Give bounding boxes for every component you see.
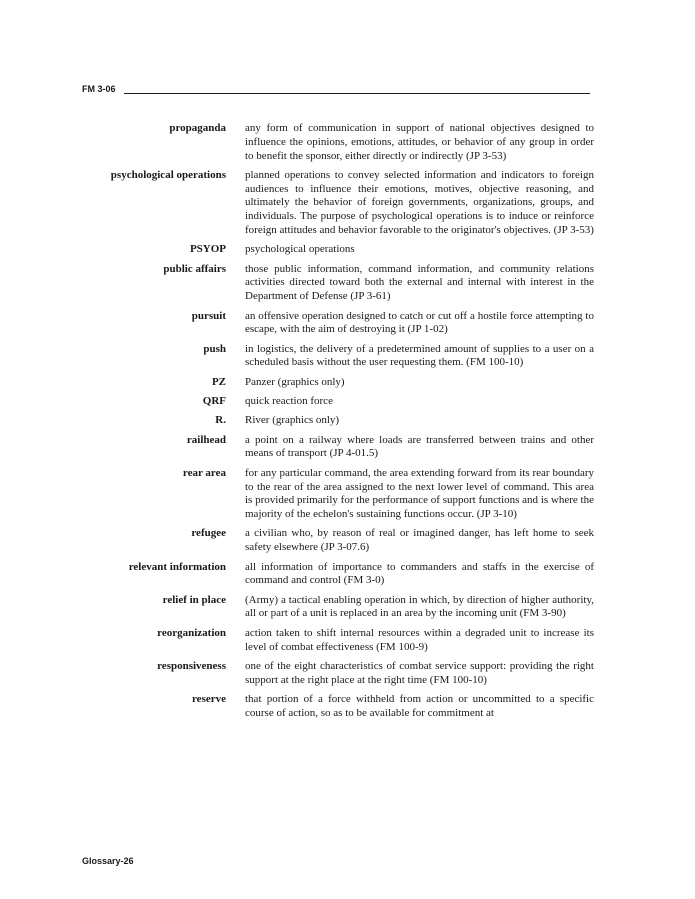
glossary-term: push	[203, 342, 226, 355]
glossary-term: psychological operations	[110, 168, 226, 181]
glossary-definition: Panzer (graphics only)	[245, 375, 345, 388]
glossary-definition: all information of importance to commanders and staffs in the exercise of command and control (FM 3-0)	[245, 560, 594, 587]
glossary-term: propaganda	[169, 122, 226, 134]
glossary-definition: an offensive operation designed to catch or cut off a hostile force attempting to escape, with the aim of destroying it (JP 1-02)	[245, 309, 594, 336]
glossary-entry-pz	[80, 376, 594, 390]
glossary-definition: quick reaction force	[245, 395, 333, 408]
glossary-term: railhead	[186, 433, 226, 446]
glossary-definition: a civilian who, by reason of real or imagined danger, has left home to seek safety elsewhere (JP 3-07.6)	[245, 527, 594, 554]
manual-number: FM 3-06	[82, 84, 116, 94]
glossary-entry-rear-area	[80, 467, 594, 522]
glossary-term: pursuit	[191, 309, 226, 322]
glossary-term: QRF	[202, 395, 226, 408]
glossary-definition: action taken to shift internal resources within a degraded unit to increase its level of combat effectiveness (FM 100-9)	[245, 626, 594, 653]
glossary-term: R.	[215, 414, 226, 427]
glossary-definition: that portion of a force withheld from action or uncommitted to a specific course of action, so as to be available for commitment at	[245, 692, 594, 719]
glossary-entry-psyop	[80, 243, 594, 257]
glossary-term: refugee	[191, 527, 226, 540]
glossary-entry-relevant-information	[80, 561, 594, 589]
glossary-term: PSYOP	[189, 243, 226, 256]
glossary-entry-public-affairs	[80, 263, 594, 304]
glossary-definition: River (graphics only)	[245, 414, 340, 427]
glossary-definition: (Army) a tactical enabling operation in which, by direction of higher authority, all or part of a unit is replaced in an area by the incoming unit (FM 3-90)	[245, 593, 594, 620]
glossary-entry-reserve	[80, 693, 594, 721]
page-header	[82, 84, 590, 98]
page-number: Glossary-26	[82, 856, 134, 866]
glossary-term: reorganization	[157, 626, 226, 639]
glossary-definition: psychological operations	[245, 243, 355, 256]
glossary-entry-railhead	[80, 434, 594, 462]
glossary-entry-qrf	[80, 395, 594, 409]
glossary-definition: in logistics, the delivery of a predetermined amount of supplies to a user on a scheduled basis without the user requesting them. (FM 100-10)	[245, 342, 594, 369]
glossary-entry-push	[80, 343, 594, 371]
glossary-list	[80, 122, 594, 726]
glossary-definition: planned operations to convey selected information and indicators to foreign audiences to influence their emotions, motives, objective reasoning, and ultimately the behavior of foreign governments, organizations, groups, and individuals. The purpose of psychological operations is to induce or reinforce foreign attitudes and behavior favorable to the originator's objectives. (JP 3-53)	[245, 168, 594, 237]
glossary-term: PZ	[211, 375, 226, 388]
glossary-entry-river	[80, 414, 594, 428]
header-rule	[124, 93, 590, 94]
glossary-term: relevant information	[128, 560, 226, 573]
glossary-definition: a point on a railway where loads are transferred between trains and other means of transport (JP 4-01.5)	[245, 433, 594, 460]
glossary-term: relief in place	[162, 593, 226, 606]
glossary-term: responsiveness	[157, 659, 226, 672]
glossary-entry-reorganization	[80, 627, 594, 655]
glossary-entry-psychological-operations	[80, 169, 594, 238]
glossary-definition: for any particular command, the area extending forward from its rear boundary to the rear of the area assigned to the next lower level of command. This area is provided primarily for the performance of support functions and is where the majority of the echelon's sustaining functions occur. (JP 3-10)	[245, 466, 594, 521]
glossary-entry-refugee	[80, 527, 594, 555]
glossary-entry-relief-in-place	[80, 594, 594, 622]
glossary-entry-pursuit	[80, 310, 594, 338]
glossary-term: public affairs	[163, 262, 226, 275]
glossary-definition: one of the eight characteristics of combat service support: providing the right support at the right place at the right time (FM 100-10)	[245, 659, 594, 686]
glossary-term: reserve	[192, 692, 226, 705]
glossary-entry-responsiveness	[80, 660, 594, 688]
glossary-definition: any form of communication in support of national objectives designed to influence the opinions, emotions, attitudes, or behavior of any group in order to benefit the sponsor, either directly or indirectly (JP 3-53)	[245, 122, 594, 162]
glossary-term: rear area	[182, 466, 226, 479]
glossary-definition: those public information, command information, and community relations activities directed toward both the external and internal with interest in the Department of Defense (JP 3-61)	[245, 262, 594, 303]
glossary-entry-propaganda	[80, 122, 594, 163]
